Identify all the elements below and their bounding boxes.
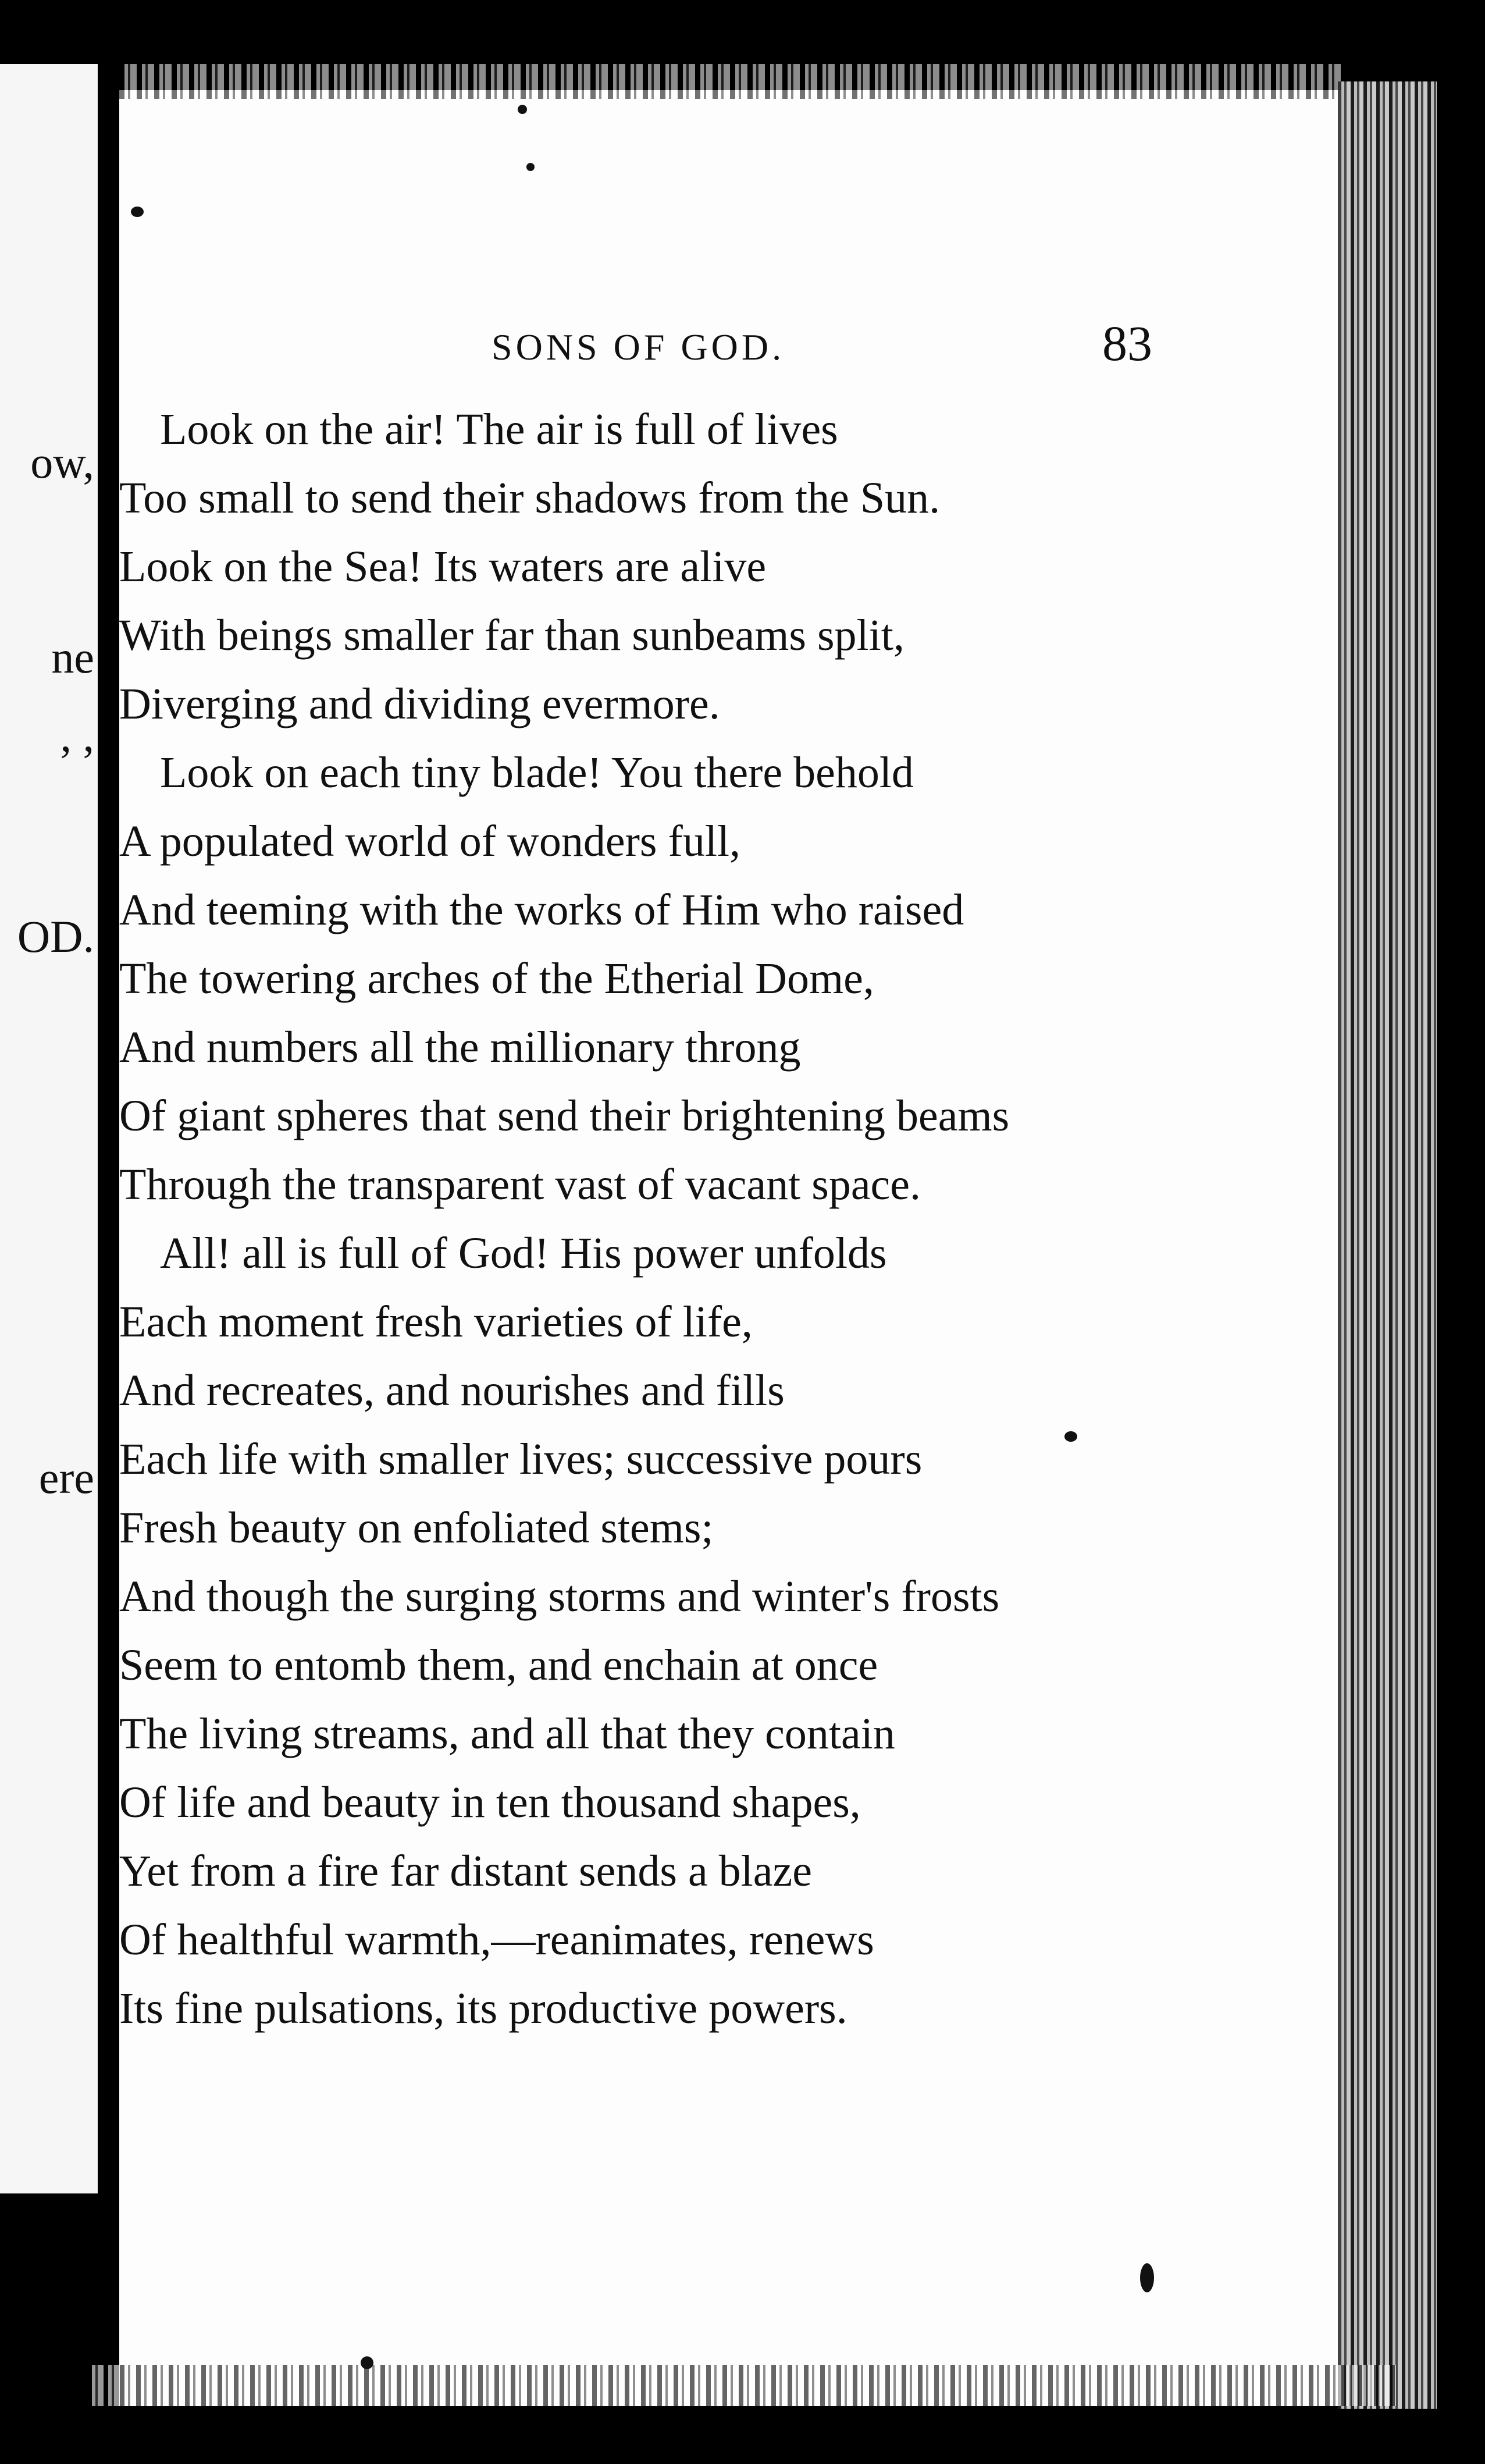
poem-line: Seem to entomb them, and enchain at once — [119, 1641, 878, 1690]
poem-line: Diverging and dividing evermore. — [119, 680, 720, 728]
scan-speck — [131, 207, 144, 217]
running-head: SONS OF GOD. — [492, 326, 785, 368]
poem-line: Too small to send their shadows from the Sun. — [119, 474, 941, 522]
poem-line: With beings smaller far than sunbeams split, — [119, 611, 904, 660]
poem-line: The towering arches of the Etherial Dome, — [119, 954, 874, 1003]
poem-line: Look on each tiny blade! You there behold — [160, 748, 914, 797]
scan-speck — [518, 105, 527, 114]
poem-line: Through the transparent vast of vacant space. — [119, 1160, 921, 1209]
poem-line: Its fine pulsations, its productive powers. — [119, 1984, 847, 2033]
page-right-edge — [1338, 81, 1437, 2409]
poem-line: Yet from a fire far distant sends a blaze — [119, 1847, 812, 1896]
poem-line: A populated world of wonders full, — [119, 817, 741, 866]
poem-line: Each moment fresh varieties of life, — [119, 1297, 753, 1346]
page-bottom-edge — [87, 2365, 1396, 2406]
facing-page-fragment: , , — [60, 710, 94, 761]
facing-page-fragment: ere — [38, 1452, 94, 1503]
scan-border-right — [1437, 0, 1485, 2464]
poem-line: The living streams, and all that they contain — [119, 1709, 895, 1758]
poem-line: Fresh beauty on enfoliated stems; — [119, 1503, 714, 1552]
poem-line: Of healthful warmth,—reanimates, renews — [119, 1915, 874, 1964]
facing-page-margin — [0, 64, 98, 2193]
scan-speck — [1064, 1431, 1077, 1442]
poem-line: And recreates, and nourishes and fills — [119, 1366, 785, 1415]
scan-speck — [1140, 2263, 1154, 2292]
poem-line: Look on the Sea! Its waters are alive — [119, 542, 767, 591]
scan-speck — [361, 2356, 373, 2369]
facing-page-fragment: OD. — [17, 911, 94, 962]
page-header — [119, 314, 1341, 378]
poem-line: All! all is full of God! His power unfolds — [160, 1229, 887, 1278]
poem-line: And numbers all the millionary throng — [119, 1023, 801, 1072]
page-top-edge — [119, 64, 1341, 99]
poem-line: Of giant spheres that send their brightening beams — [119, 1091, 1010, 1140]
facing-page-fragment: ow, — [30, 437, 94, 488]
poem-line: Of life and beauty in ten thousand shapes, — [119, 1778, 861, 1827]
poem-line: And though the surging storms and winter's frosts — [119, 1572, 1000, 1621]
facing-page-fragment: ne — [51, 632, 94, 682]
poem-line: Look on the air! The air is full of lives — [160, 405, 838, 454]
scan-speck — [526, 163, 535, 171]
poem-line: And teeming with the works of Him who raised — [119, 886, 964, 934]
binding-gutter — [98, 0, 121, 2464]
poem-line: Each life with smaller lives; successive pours — [119, 1435, 923, 1484]
page-number: 83 — [1102, 315, 1152, 371]
